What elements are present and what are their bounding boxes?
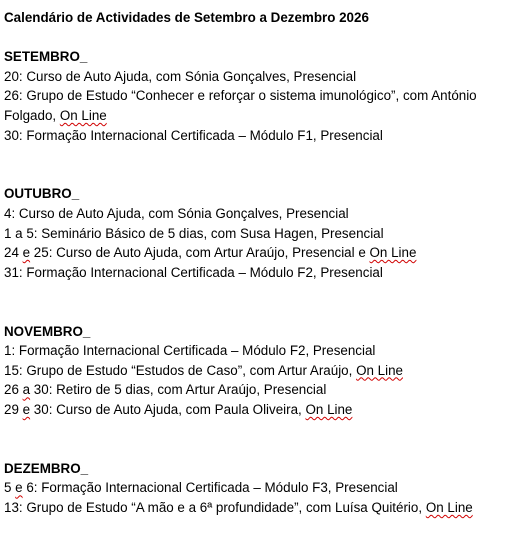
event-line — [4, 243, 512, 263]
event-line — [4, 341, 512, 361]
document-body — [4, 8, 512, 517]
event-line — [4, 204, 512, 224]
section-heading: SETEMBRO_ — [4, 49, 88, 65]
event-text: 26 — [4, 382, 23, 398]
event-text: 1 a 5: Seminário Básico de 5 dias, com Susa Hagen, Presencial — [4, 225, 384, 241]
event-text: 30: Retiro de 5 dias, com Artur Araújo, Presencial — [30, 382, 327, 398]
event-line — [4, 263, 512, 283]
event-text: 5 — [4, 480, 16, 496]
event-text: 31: Formação Internacional Certificada – Módulo F2, Presencial — [4, 264, 383, 280]
spellcheck-flagged-text: On Line — [59, 107, 107, 123]
event-text: 30: Formação Internacional Certificada – Módulo F1, Presencial — [4, 127, 383, 143]
spellcheck-flagged-text: e — [22, 245, 31, 261]
section-lines — [4, 204, 512, 282]
spellcheck-flagged-text: e — [15, 480, 23, 496]
spellcheck-flagged-text: On Line — [369, 245, 417, 261]
event-line — [4, 498, 512, 518]
event-line — [4, 478, 512, 498]
event-text: 26: Grupo de Estudo “Conhecer e reforçar o sistema imunológico”, com António Folgado, — [4, 88, 477, 123]
event-line — [4, 86, 512, 125]
spellcheck-flagged-text: On Line — [356, 362, 403, 378]
section-setembro — [4, 47, 512, 145]
section-lines — [4, 478, 512, 517]
event-line — [4, 126, 512, 146]
event-text: 29 — [4, 401, 23, 417]
document-title: Calendário de Actividades de Setembro a Dezembro 2026 — [4, 10, 369, 25]
event-text: 13: Grupo de Estudo “A mão e a 6ª profundidade”, com Luísa Quitério, — [4, 499, 426, 515]
spellcheck-flagged-text: On Line — [305, 401, 353, 417]
spellcheck-flagged-text: e — [22, 401, 31, 417]
section-outubro — [4, 184, 512, 282]
blank-lines — [4, 282, 512, 321]
section-dezembro — [4, 459, 512, 518]
blank-lines — [4, 145, 512, 184]
section-heading: DEZEMBRO_ — [4, 460, 89, 476]
section-novembro — [4, 322, 512, 420]
event-text: 1: Formação Internacional Certificada – Módulo F2, Presencial — [4, 343, 376, 359]
event-line — [4, 400, 512, 420]
event-line — [4, 224, 512, 244]
spellcheck-flagged-text: On Line — [425, 499, 473, 515]
event-text: 20: Curso de Auto Ajuda, com Sónia Gonçalves, Presencial — [4, 68, 357, 84]
section-heading: NOVEMBRO_ — [4, 323, 91, 339]
blank-line — [4, 28, 512, 48]
event-text: 30: Curso de Auto Ajuda, com Paula Oliveira, — [30, 401, 306, 417]
blank-lines — [4, 419, 512, 458]
event-text: 24 — [4, 245, 23, 261]
section-lines — [4, 67, 512, 145]
section-lines — [4, 341, 512, 419]
event-text: 15: Grupo de Estudo “Estudos de Caso”, com Artur Araújo, — [4, 362, 357, 378]
event-line — [4, 380, 512, 400]
event-line — [4, 67, 512, 87]
section-heading: OUTUBRO_ — [4, 186, 80, 202]
event-text: 6: Formação Internacional Certificada – Módulo F3, Presencial — [22, 480, 398, 496]
event-text: 25: Curso de Auto Ajuda, com Artur Araújo, Presencial e — [30, 245, 370, 261]
event-text: 4: Curso de Auto Ajuda, com Sónia Gonçalves, Presencial — [4, 205, 349, 221]
spellcheck-flagged-text: a — [22, 382, 31, 398]
event-line — [4, 361, 512, 381]
